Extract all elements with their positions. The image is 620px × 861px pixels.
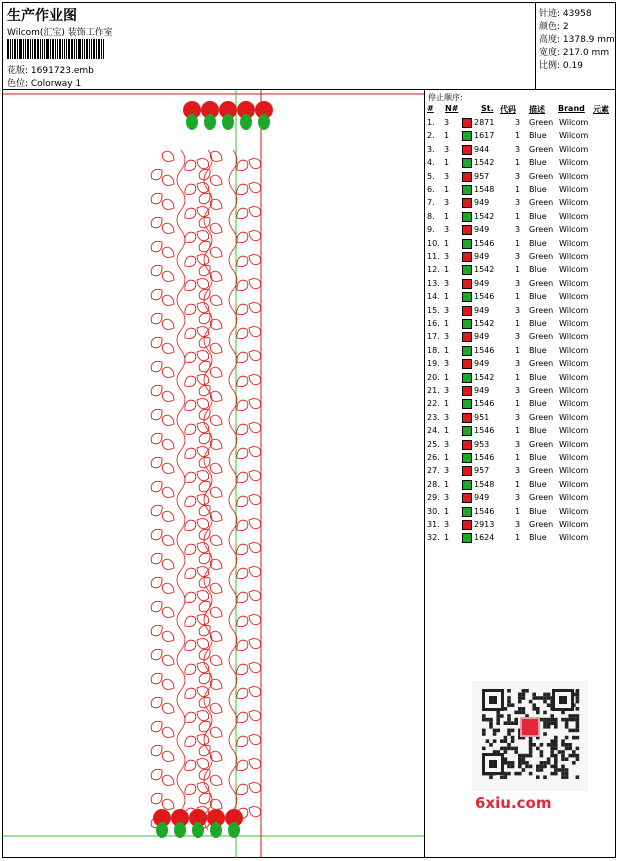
row-index: 14. xyxy=(427,292,440,302)
row-description: Green xyxy=(529,144,554,154)
vine-motifs xyxy=(149,149,263,830)
row-stitches: 1542 xyxy=(474,372,495,382)
color-swatch xyxy=(462,292,472,302)
row-description: Green xyxy=(529,198,554,208)
row-needle: 1 xyxy=(444,533,450,543)
row-stitches: 2913 xyxy=(474,520,495,529)
row-stitches: 949 xyxy=(474,278,490,288)
color-swatch xyxy=(462,399,472,409)
table-row xyxy=(425,331,615,344)
table-row xyxy=(425,519,615,532)
row-code: 3 xyxy=(515,198,521,208)
row-code: 1 xyxy=(515,479,521,489)
row-description: Blue xyxy=(529,479,547,489)
row-brand: Wilcom xyxy=(559,493,589,503)
row-needle: 3 xyxy=(444,412,450,422)
table-row xyxy=(425,171,615,184)
table-row xyxy=(425,224,615,237)
row-index: 32. xyxy=(427,533,440,543)
row-code: 3 xyxy=(515,359,521,369)
table-row xyxy=(425,465,615,478)
row-index: 20. xyxy=(427,372,440,382)
row-brand: Wilcom xyxy=(559,238,589,248)
table-row xyxy=(425,117,615,130)
row-description: Blue xyxy=(529,533,547,543)
row-brand: Wilcom xyxy=(559,252,589,261)
table-row xyxy=(425,278,615,291)
row-brand: Wilcom xyxy=(559,225,589,235)
row-description: Blue xyxy=(529,158,547,168)
row-brand: Wilcom xyxy=(559,265,589,275)
color-swatch xyxy=(462,413,472,423)
row-index: 22. xyxy=(427,399,440,409)
row-needle: 1 xyxy=(444,345,450,355)
qr-code xyxy=(472,681,588,791)
row-code: 1 xyxy=(515,131,521,141)
row-index: 1. xyxy=(427,118,435,127)
row-needle: 3 xyxy=(444,466,450,476)
row-needle: 3 xyxy=(444,171,450,181)
row-description: Green xyxy=(529,493,554,503)
row-stitches: 949 xyxy=(474,332,490,342)
color-swatch xyxy=(462,440,472,450)
row-description: Blue xyxy=(529,131,547,141)
color-swatch xyxy=(462,131,472,141)
row-index: 5. xyxy=(427,171,435,181)
row-code: 1 xyxy=(515,506,521,516)
col-description: 描述 xyxy=(529,105,545,114)
row-stitches: 1546 xyxy=(474,345,495,355)
table-row xyxy=(425,506,615,519)
color-swatch xyxy=(462,265,472,275)
row-stitches: 1624 xyxy=(474,533,495,543)
row-needle: 3 xyxy=(444,118,450,127)
row-stitches: 949 xyxy=(474,305,490,315)
row-brand: Wilcom xyxy=(559,426,589,436)
barcode-graphic xyxy=(7,39,113,59)
row-code: 3 xyxy=(515,466,521,476)
row-stitches: 1542 xyxy=(474,319,495,328)
color-swatch xyxy=(462,172,472,182)
row-brand: Wilcom xyxy=(559,466,589,476)
row-description: Blue xyxy=(529,345,547,355)
row-description: Green xyxy=(529,225,554,235)
table-row xyxy=(425,532,615,545)
table-row xyxy=(425,492,615,505)
row-needle: 1 xyxy=(444,319,450,328)
row-stitches: 949 xyxy=(474,359,490,369)
row-needle: 1 xyxy=(444,238,450,248)
row-brand: Wilcom xyxy=(559,278,589,288)
row-brand: Wilcom xyxy=(559,386,589,395)
row-index: 23. xyxy=(427,412,440,422)
row-brand: Wilcom xyxy=(559,345,589,355)
stat-width: 宽度: 217.0 mm xyxy=(539,48,610,58)
row-needle: 3 xyxy=(444,332,450,342)
stop-sequence-title: 停止顺序: xyxy=(428,93,463,102)
row-stitches: 1546 xyxy=(474,506,495,516)
row-brand: Wilcom xyxy=(559,399,589,409)
row-brand: Wilcom xyxy=(559,520,589,529)
color-swatch xyxy=(462,386,472,396)
row-needle: 3 xyxy=(444,386,450,395)
row-description: Green xyxy=(529,439,554,449)
row-code: 1 xyxy=(515,319,521,328)
row-index: 28. xyxy=(427,479,440,489)
color-swatch xyxy=(462,520,472,530)
table-row xyxy=(425,452,615,465)
table-row xyxy=(425,385,615,398)
row-code: 1 xyxy=(515,185,521,194)
row-brand: Wilcom xyxy=(559,292,589,302)
row-stitches: 953 xyxy=(474,439,490,449)
row-needle: 3 xyxy=(444,305,450,315)
table-row xyxy=(425,197,615,210)
table-row xyxy=(425,184,615,197)
row-brand: Wilcom xyxy=(559,533,589,543)
row-brand: Wilcom xyxy=(559,158,589,168)
row-needle: 1 xyxy=(444,158,450,168)
row-stitches: 1546 xyxy=(474,426,495,436)
row-index: 18. xyxy=(427,345,440,355)
row-brand: Wilcom xyxy=(559,506,589,516)
row-stitches: 949 xyxy=(474,225,490,235)
row-description: Blue xyxy=(529,399,547,409)
table-row xyxy=(425,318,615,331)
production-sheet xyxy=(2,2,616,858)
row-code: 1 xyxy=(515,238,521,248)
row-needle: 1 xyxy=(444,506,450,516)
row-brand: Wilcom xyxy=(559,131,589,141)
row-index: 17. xyxy=(427,332,440,342)
row-needle: 3 xyxy=(444,439,450,449)
col-element: 元素 xyxy=(593,105,609,114)
row-brand: Wilcom xyxy=(559,198,589,208)
table-row xyxy=(425,425,615,438)
color-swatch xyxy=(462,466,472,476)
row-description: Blue xyxy=(529,185,547,194)
color-swatch xyxy=(462,533,472,543)
row-index: 4. xyxy=(427,158,435,168)
row-description: Green xyxy=(529,118,554,127)
row-index: 26. xyxy=(427,453,440,462)
row-code: 3 xyxy=(515,493,521,503)
row-description: Blue xyxy=(529,319,547,328)
row-code: 3 xyxy=(515,118,521,127)
row-code: 3 xyxy=(515,412,521,422)
row-code: 1 xyxy=(515,533,521,543)
row-description: Green xyxy=(529,332,554,342)
row-code: 1 xyxy=(515,292,521,302)
row-needle: 3 xyxy=(444,278,450,288)
col-stitches: St. xyxy=(481,104,494,113)
table-row xyxy=(425,211,615,224)
color-swatch xyxy=(462,185,472,195)
row-stitches: 944 xyxy=(474,144,490,154)
row-description: Green xyxy=(529,278,554,288)
table-row xyxy=(425,372,615,385)
row-brand: Wilcom xyxy=(559,479,589,489)
row-needle: 1 xyxy=(444,426,450,436)
qr-code-graphic xyxy=(472,681,588,791)
table-row xyxy=(425,358,615,371)
row-stitches: 1542 xyxy=(474,211,495,221)
stat-scale: 比例: 0.19 xyxy=(539,61,583,71)
row-needle: 3 xyxy=(444,144,450,154)
row-brand: Wilcom xyxy=(559,359,589,369)
row-stitches: 949 xyxy=(474,252,490,261)
row-needle: 3 xyxy=(444,520,450,529)
row-index: 19. xyxy=(427,359,440,369)
row-needle: 3 xyxy=(444,493,450,503)
color-swatch xyxy=(462,332,472,342)
row-needle: 3 xyxy=(444,225,450,235)
row-code: 3 xyxy=(515,332,521,342)
row-code: 3 xyxy=(515,386,521,395)
row-description: Blue xyxy=(529,211,547,221)
color-swatch xyxy=(462,373,472,383)
row-code: 3 xyxy=(515,252,521,261)
table-row xyxy=(425,238,615,251)
table-row xyxy=(425,130,615,143)
row-needle: 1 xyxy=(444,372,450,382)
row-code: 3 xyxy=(515,144,521,154)
row-description: Green xyxy=(529,386,554,395)
col-brand: Brand xyxy=(558,104,585,113)
row-brand: Wilcom xyxy=(559,185,589,194)
color-swatch xyxy=(462,507,472,517)
row-index: 11. xyxy=(427,252,440,261)
embroidery-design-canvas xyxy=(3,90,424,858)
table-row xyxy=(425,398,615,411)
row-code: 1 xyxy=(515,453,521,462)
row-stitches: 957 xyxy=(474,171,490,181)
sheet-title: 生产作业图 xyxy=(7,8,77,24)
row-code: 1 xyxy=(515,345,521,355)
row-description: Green xyxy=(529,252,554,261)
stop-sequence-header xyxy=(425,104,615,117)
row-stitches: 1617 xyxy=(474,131,495,141)
color-swatch xyxy=(462,118,472,128)
table-row xyxy=(425,305,615,318)
colorway-label: 色位: Colorway 1 xyxy=(7,79,82,89)
row-code: 3 xyxy=(515,520,521,529)
col-index: # xyxy=(427,104,434,113)
row-stitches: 1546 xyxy=(474,292,495,302)
row-stitches: 957 xyxy=(474,466,490,476)
row-index: 31. xyxy=(427,520,440,529)
row-description: Green xyxy=(529,359,554,369)
row-needle: 1 xyxy=(444,131,450,141)
row-index: 6. xyxy=(427,185,435,194)
color-swatch xyxy=(462,212,472,222)
row-needle: 3 xyxy=(444,198,450,208)
color-swatch xyxy=(462,319,472,329)
row-index: 27. xyxy=(427,466,440,476)
company-name: Wilcom(汇宝) 装饰工作室 xyxy=(7,28,113,38)
row-needle: 1 xyxy=(444,265,450,275)
row-index: 25. xyxy=(427,439,440,449)
row-brand: Wilcom xyxy=(559,319,589,328)
row-stitches: 1542 xyxy=(474,265,495,275)
row-stitches: 949 xyxy=(474,386,490,395)
color-swatch xyxy=(462,252,472,262)
table-row xyxy=(425,251,615,264)
row-description: Blue xyxy=(529,453,547,462)
row-code: 3 xyxy=(515,278,521,288)
qr-watermark xyxy=(472,681,588,815)
color-swatch xyxy=(462,426,472,436)
row-brand: Wilcom xyxy=(559,144,589,154)
row-index: 24. xyxy=(427,426,440,436)
row-index: 3. xyxy=(427,144,435,154)
row-index: 9. xyxy=(427,225,435,235)
color-swatch xyxy=(462,306,472,316)
row-brand: Wilcom xyxy=(559,332,589,342)
col-code: 代码 xyxy=(500,105,516,114)
table-row xyxy=(425,144,615,157)
table-row xyxy=(425,439,615,452)
table-row xyxy=(425,157,615,170)
row-index: 21. xyxy=(427,386,440,395)
table-row xyxy=(425,479,615,492)
row-description: Blue xyxy=(529,506,547,516)
row-index: 29. xyxy=(427,493,440,503)
row-description: Blue xyxy=(529,426,547,436)
color-swatch xyxy=(462,158,472,168)
row-brand: Wilcom xyxy=(559,372,589,382)
row-index: 30. xyxy=(427,506,440,516)
row-index: 15. xyxy=(427,305,440,315)
row-stitches: 1546 xyxy=(474,453,495,462)
row-index: 16. xyxy=(427,319,440,328)
row-needle: 1 xyxy=(444,185,450,194)
stat-height: 高度: 1378.9 mm xyxy=(539,35,615,45)
row-code: 3 xyxy=(515,305,521,315)
row-code: 1 xyxy=(515,211,521,221)
row-index: 12. xyxy=(427,265,440,275)
row-code: 3 xyxy=(515,439,521,449)
row-code: 1 xyxy=(515,399,521,409)
row-stitches: 949 xyxy=(474,198,490,208)
row-description: Green xyxy=(529,466,554,476)
row-description: Blue xyxy=(529,238,547,248)
row-needle: 1 xyxy=(444,292,450,302)
design-stats xyxy=(535,3,616,89)
row-brand: Wilcom xyxy=(559,305,589,315)
watermark-logo: 6xiu.com xyxy=(475,794,552,812)
sheet-header xyxy=(3,3,615,90)
row-stitches: 1542 xyxy=(474,158,495,168)
row-needle: 3 xyxy=(444,252,450,261)
row-code: 1 xyxy=(515,158,521,168)
color-swatch xyxy=(462,346,472,356)
color-swatch xyxy=(462,453,472,463)
row-stitches: 1546 xyxy=(474,399,495,409)
row-needle: 1 xyxy=(444,453,450,462)
color-swatch xyxy=(462,279,472,289)
row-code: 3 xyxy=(515,171,521,181)
row-index: 8. xyxy=(427,211,435,221)
color-swatch xyxy=(462,239,472,249)
row-stitches: 1546 xyxy=(474,238,495,248)
table-row xyxy=(425,264,615,277)
row-description: Green xyxy=(529,520,554,529)
row-code: 3 xyxy=(515,225,521,235)
row-description: Green xyxy=(529,412,554,422)
row-description: Blue xyxy=(529,265,547,275)
row-brand: Wilcom xyxy=(559,412,589,422)
color-swatch xyxy=(462,493,472,503)
embroidery-preview xyxy=(3,90,425,858)
row-stitches: 1548 xyxy=(474,185,495,194)
pattern-file: 花版: 1691723.emb xyxy=(7,66,94,76)
color-swatch xyxy=(462,198,472,208)
row-description: Blue xyxy=(529,292,547,302)
stat-stitches: 针迹: 43958 xyxy=(539,9,592,19)
row-code: 1 xyxy=(515,265,521,275)
row-stitches: 949 xyxy=(474,493,490,503)
row-description: Green xyxy=(529,171,554,181)
row-brand: Wilcom xyxy=(559,439,589,449)
row-index: 10. xyxy=(427,238,440,248)
row-needle: 1 xyxy=(444,479,450,489)
row-index: 13. xyxy=(427,278,440,288)
row-needle: 1 xyxy=(444,211,450,221)
row-description: Green xyxy=(529,305,554,315)
color-swatch xyxy=(462,359,472,369)
row-brand: Wilcom xyxy=(559,453,589,462)
table-row xyxy=(425,291,615,304)
row-code: 1 xyxy=(515,372,521,382)
row-brand: Wilcom xyxy=(559,211,589,221)
color-swatch xyxy=(462,145,472,155)
color-swatch xyxy=(462,225,472,235)
table-row xyxy=(425,345,615,358)
row-stitches: 951 xyxy=(474,412,490,422)
row-brand: Wilcom xyxy=(559,118,589,127)
table-row xyxy=(425,412,615,425)
col-needle: N# xyxy=(445,104,459,113)
row-code: 1 xyxy=(515,426,521,436)
row-needle: 3 xyxy=(444,359,450,369)
row-brand: Wilcom xyxy=(559,171,589,181)
row-stitches: 2871 xyxy=(474,118,495,127)
row-stitches: 1548 xyxy=(474,479,495,489)
row-index: 7. xyxy=(427,198,435,208)
color-swatch xyxy=(462,480,472,490)
row-index: 2. xyxy=(427,131,435,141)
stat-colors: 颜色: 2 xyxy=(539,22,569,32)
row-description: Blue xyxy=(529,372,547,382)
row-needle: 1 xyxy=(444,399,450,409)
